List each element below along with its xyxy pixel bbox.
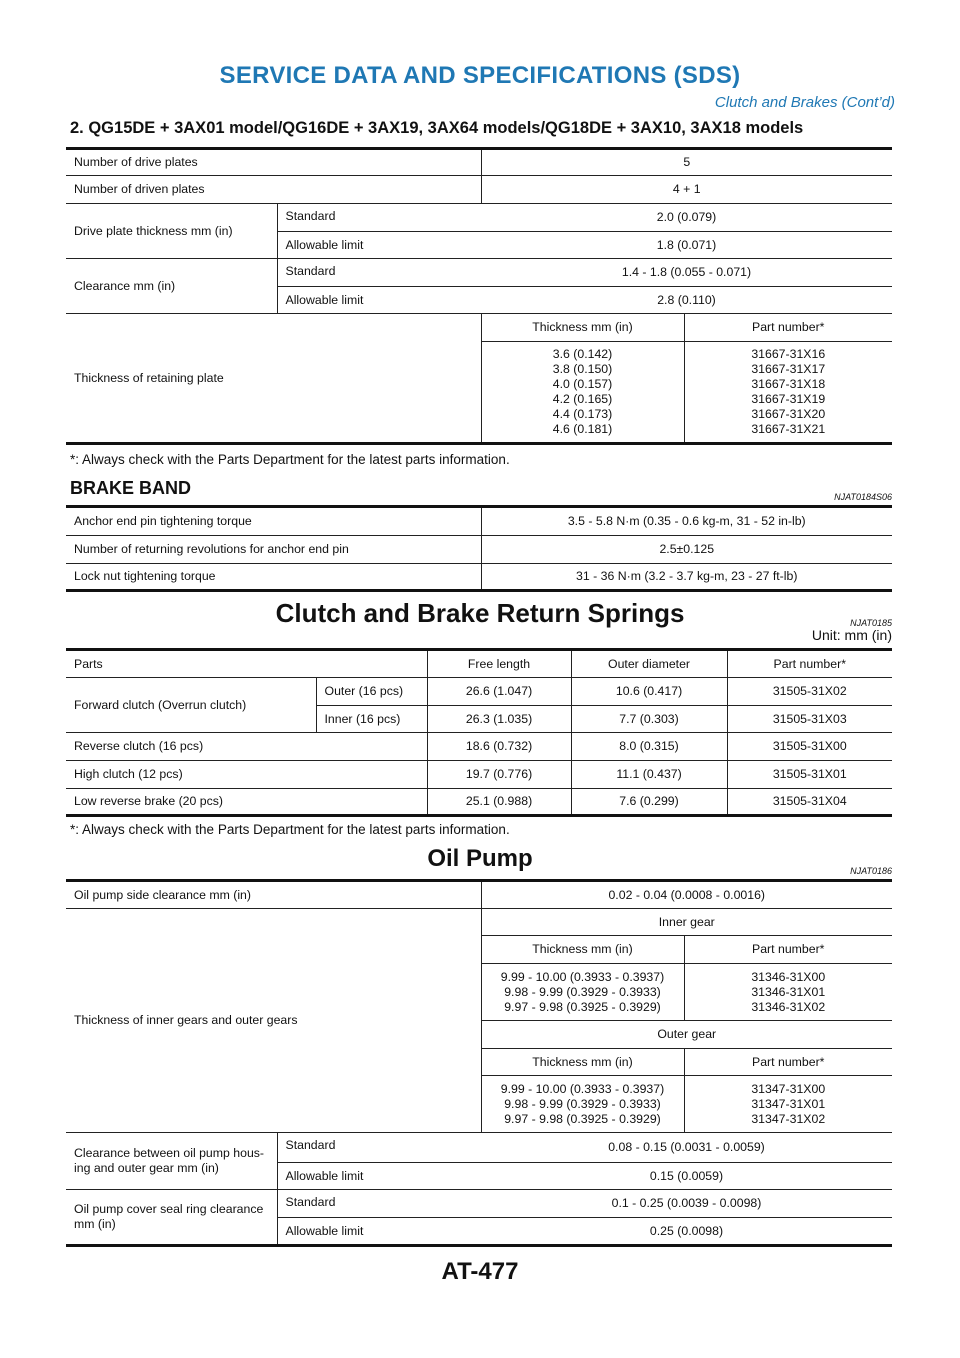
sub-label: Standard bbox=[277, 204, 481, 232]
oil-pump-table bbox=[66, 879, 892, 1247]
table-row bbox=[66, 176, 892, 204]
table-row bbox=[66, 204, 892, 232]
cell-outer-diameter: 7.6 (0.299) bbox=[571, 789, 727, 816]
footnote: *: Always check with the Parts Department for the latest parts information. bbox=[70, 452, 510, 467]
row-value: 1.4 - 1.8 (0.055 - 0.071) bbox=[481, 259, 892, 287]
row-label: Oil pump cover seal ring clearance mm (in) bbox=[66, 1190, 277, 1246]
row-value: 31 - 36 N·m (3.2 - 3.7 kg-m, 23 - 27 ft-lb) bbox=[481, 564, 892, 591]
column-header: Part number* bbox=[684, 314, 892, 342]
row-value: 3.5 - 5.8 N·m (0.35 - 0.6 kg-m, 31 - 52 in-lb) bbox=[481, 507, 892, 536]
retain-part-list: 31667-31X16 31667-31X17 31667-31X18 31667-31X19 31667-31X20 31667-31X21 bbox=[684, 342, 892, 444]
table-row bbox=[66, 733, 892, 761]
cell-outer-diameter: 8.0 (0.315) bbox=[571, 733, 727, 761]
row-value: 2.0 (0.079) bbox=[481, 204, 892, 232]
table-row bbox=[66, 507, 892, 536]
springs-unit: Unit: mm (in) bbox=[811, 627, 892, 643]
inner-gear-header: Inner gear bbox=[481, 909, 892, 936]
row-value: 1.8 (0.071) bbox=[481, 232, 892, 259]
row-label: Anchor end pin tightening torque bbox=[66, 507, 481, 536]
cell-part-number: 31505-31X01 bbox=[727, 761, 892, 789]
row-value: 0.25 (0.0098) bbox=[481, 1218, 892, 1246]
table-row bbox=[66, 761, 892, 789]
row-label: Clearance between oil pump hous- ing and outer gear mm (in) bbox=[66, 1133, 277, 1190]
table-row bbox=[66, 314, 892, 342]
row-value: 0.15 (0.0059) bbox=[481, 1163, 892, 1190]
row-label: Oil pump side clearance mm (in) bbox=[66, 881, 481, 909]
column-header: Part number* bbox=[684, 1049, 892, 1076]
row-value: 4 + 1 bbox=[481, 176, 892, 204]
springs-title: Clutch and Brake Return Springs bbox=[275, 598, 685, 628]
oil-pump-title: Oil Pump bbox=[427, 845, 533, 872]
cell-free-length: 25.1 (0.988) bbox=[427, 789, 571, 816]
cell-outer-diameter: 10.6 (0.417) bbox=[571, 678, 727, 706]
cell-free-length: 18.6 (0.732) bbox=[427, 733, 571, 761]
row-value: 0.1 - 0.25 (0.0039 - 0.0098) bbox=[481, 1190, 892, 1218]
table-row bbox=[66, 149, 892, 176]
sub-label: Allowable limit bbox=[277, 1218, 481, 1246]
sub-label: Inner (16 pcs) bbox=[316, 706, 427, 733]
sub-label: Standard bbox=[277, 1133, 481, 1163]
column-header: Part number* bbox=[727, 650, 892, 678]
row-value: 0.08 - 0.15 (0.0031 - 0.0059) bbox=[481, 1133, 892, 1163]
oil-pump-code: NJAT0186 bbox=[850, 866, 892, 876]
column-header: Outer diameter bbox=[571, 650, 727, 678]
cell-part-number: 31505-31X03 bbox=[727, 706, 892, 733]
outer-gear-header: Outer gear bbox=[481, 1021, 892, 1049]
section2-title: 2. QG15DE + 3AX01 model/QG16DE + 3AX19, 3AX64 models/QG18DE + 3AX10, 3AX18 models bbox=[70, 119, 804, 137]
table-row bbox=[66, 650, 892, 678]
row-label: Clearance mm (in) bbox=[66, 259, 277, 314]
cell-part-number: 31505-31X02 bbox=[727, 678, 892, 706]
sub-label: Allowable limit bbox=[277, 287, 481, 314]
row-label: Low reverse brake (20 pcs) bbox=[66, 789, 427, 816]
inner-gear-part-list: 31346-31X00 31346-31X01 31346-31X02 bbox=[684, 964, 892, 1021]
sub-label: Standard bbox=[277, 1190, 481, 1218]
row-value: 0.02 - 0.04 (0.0008 - 0.0016) bbox=[481, 881, 892, 909]
sub-label: Outer (16 pcs) bbox=[316, 678, 427, 706]
column-header: Thickness mm (in) bbox=[481, 1049, 684, 1076]
row-label: Reverse clutch (16 pcs) bbox=[66, 733, 427, 761]
cell-free-length: 26.3 (1.035) bbox=[427, 706, 571, 733]
page-header-title: SERVICE DATA AND SPECIFICATIONS (SDS) bbox=[219, 62, 741, 89]
table-row bbox=[66, 1133, 892, 1163]
cell-free-length: 19.7 (0.776) bbox=[427, 761, 571, 789]
page-header-subtitle: Clutch and Brakes (Cont’d) bbox=[714, 94, 895, 111]
row-label: Number of drive plates bbox=[66, 149, 481, 176]
cell-part-number: 31505-31X04 bbox=[727, 789, 892, 816]
page-number: AT-477 bbox=[441, 1258, 519, 1285]
table-row bbox=[66, 881, 892, 909]
table-row bbox=[66, 564, 892, 591]
table-row bbox=[66, 536, 892, 564]
cell-part-number: 31505-31X00 bbox=[727, 733, 892, 761]
sub-label: Allowable limit bbox=[277, 1163, 481, 1190]
row-label: Drive plate thickness mm (in) bbox=[66, 204, 277, 259]
outer-gear-thickness-list: 9.99 - 10.00 (0.3933 - 0.3937) 9.98 - 9.99 (0.3929 - 0.3933) 9.97 - 9.98 (0.3925 - 0.3929) bbox=[481, 1076, 684, 1133]
column-header: Parts bbox=[66, 650, 427, 678]
cell-outer-diameter: 11.1 (0.437) bbox=[571, 761, 727, 789]
brake-band-table bbox=[66, 505, 892, 592]
row-label: Thickness of retaining plate bbox=[66, 314, 481, 444]
outer-gear-part-list: 31347-31X00 31347-31X01 31347-31X02 bbox=[684, 1076, 892, 1133]
footnote: *: Always check with the Parts Department for the latest parts information. bbox=[70, 822, 510, 837]
row-label: Number of driven plates bbox=[66, 176, 481, 204]
clutch-plates-table bbox=[66, 147, 892, 445]
table-row bbox=[66, 1190, 892, 1218]
springs-table bbox=[66, 648, 892, 817]
column-header: Free length bbox=[427, 650, 571, 678]
cell-outer-diameter: 7.7 (0.303) bbox=[571, 706, 727, 733]
row-label: Number of returning revolutions for anchor end pin bbox=[66, 536, 481, 564]
table-row bbox=[66, 789, 892, 816]
brake-band-code: NJAT0184S06 bbox=[834, 492, 892, 502]
sub-label: Allowable limit bbox=[277, 232, 481, 259]
column-header: Part number* bbox=[684, 936, 892, 964]
table-row bbox=[66, 678, 892, 706]
row-value: 2.8 (0.110) bbox=[481, 287, 892, 314]
row-label: High clutch (12 pcs) bbox=[66, 761, 427, 789]
row-value: 5 bbox=[481, 149, 892, 176]
table-row bbox=[66, 259, 892, 287]
row-value: 2.5±0.125 bbox=[481, 536, 892, 564]
inner-gear-thickness-list: 9.99 - 10.00 (0.3933 - 0.3937) 9.98 - 9.99 (0.3929 - 0.3933) 9.97 - 9.98 (0.3925 - 0.3929) bbox=[481, 964, 684, 1021]
row-label: Thickness of inner gears and outer gears bbox=[66, 909, 481, 1133]
table-row bbox=[66, 909, 892, 936]
brake-band-title: BRAKE BAND bbox=[70, 478, 191, 498]
springs-code: NJAT0185 bbox=[850, 618, 892, 628]
row-label: Lock nut tightening torque bbox=[66, 564, 481, 591]
cell-free-length: 26.6 (1.047) bbox=[427, 678, 571, 706]
row-label: Forward clutch (Overrun clutch) bbox=[66, 678, 316, 733]
column-header: Thickness mm (in) bbox=[481, 314, 684, 342]
sub-label: Standard bbox=[277, 259, 481, 287]
column-header: Thickness mm (in) bbox=[481, 936, 684, 964]
retain-thickness-list: 3.6 (0.142) 3.8 (0.150) 4.0 (0.157) 4.2 (0.165) 4.4 (0.173) 4.6 (0.181) bbox=[481, 342, 684, 444]
